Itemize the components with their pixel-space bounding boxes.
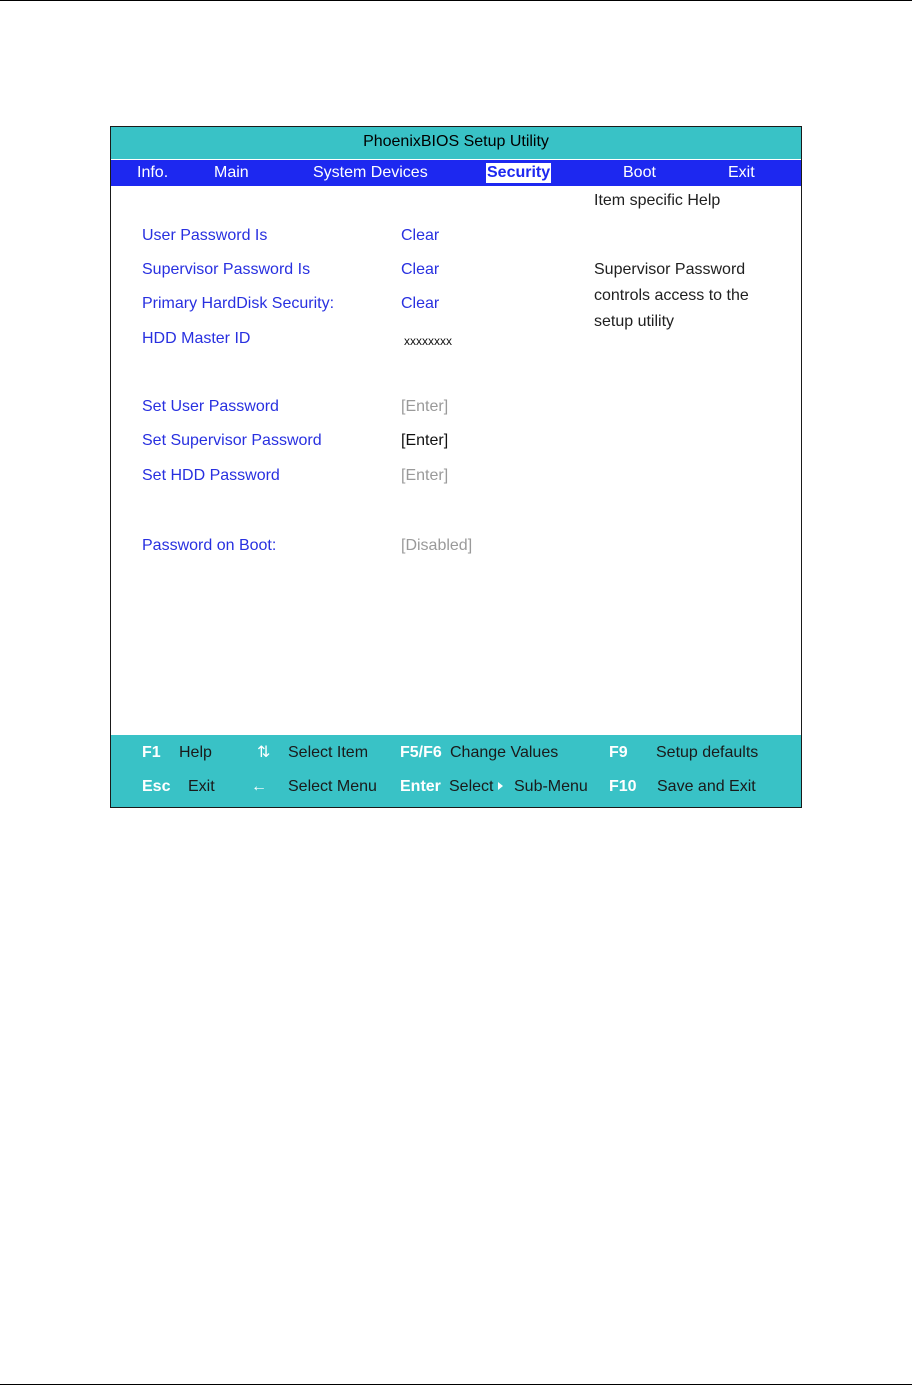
menu-item-exit[interactable]: Exit: [728, 164, 755, 181]
primary-harddisk-security-label[interactable]: Primary HardDisk Security:: [142, 295, 335, 312]
menu-item-info[interactable]: Info.: [137, 164, 169, 181]
primary-harddisk-security-value: Clear: [401, 295, 440, 312]
help-line-2: controls access to the: [594, 287, 749, 304]
left-arrow-icon: ←: [251, 778, 267, 795]
set-hdd-password-value[interactable]: [Enter]: [401, 467, 449, 484]
password-on-boot-label[interactable]: Password on Boot:: [142, 537, 277, 554]
help-heading: Item specific Help: [594, 192, 721, 209]
menu-bar: [111, 160, 801, 186]
sub-menu-text: Sub-Menu: [514, 778, 588, 795]
setup-defaults-text: Setup defaults: [656, 744, 759, 761]
esc-exit-text: Exit: [188, 778, 215, 795]
esc-key: Esc: [142, 778, 171, 795]
set-supervisor-password-value[interactable]: [Enter]: [401, 432, 449, 449]
f5-f6-key: F5/F6: [400, 744, 442, 761]
supervisor-password-status-value: Clear: [401, 261, 440, 278]
key-legend-footer: [111, 735, 801, 807]
page-bottom-rule: [0, 1384, 912, 1385]
save-and-exit-text: Save and Exit: [657, 778, 756, 795]
page-top-rule: [0, 0, 912, 1]
select-item-text: Select Item: [288, 744, 369, 761]
menu-item-main[interactable]: Main: [214, 164, 249, 181]
menu-item-security[interactable]: Security: [487, 164, 551, 181]
help-line-3: setup utility: [594, 313, 675, 330]
user-password-status-value: Clear: [401, 227, 440, 244]
f9-key: F9: [609, 744, 628, 761]
up-down-arrows-icon: ⇅: [257, 744, 271, 761]
f1-help-text: Help: [179, 744, 212, 761]
hdd-master-id-value: xxxxxxxx: [404, 334, 452, 348]
f1-key: F1: [142, 744, 161, 761]
select-text: Select: [449, 778, 494, 795]
enter-key: Enter: [400, 778, 441, 795]
set-user-password-label[interactable]: Set User Password: [142, 398, 279, 415]
bios-title: PhoenixBIOS Setup Utility: [111, 127, 801, 159]
set-user-password-value[interactable]: [Enter]: [401, 398, 449, 415]
hdd-master-id-label[interactable]: HDD Master ID: [142, 330, 251, 347]
f10-key: F10: [609, 778, 637, 795]
triangle-right-icon: [496, 778, 505, 796]
help-line-1: Supervisor Password: [594, 261, 746, 278]
menu-item-system-devices[interactable]: System Devices: [313, 164, 428, 181]
set-supervisor-password-label[interactable]: Set Supervisor Password: [142, 432, 322, 449]
bios-setup-window: [110, 126, 802, 808]
set-hdd-password-label[interactable]: Set HDD Password: [142, 467, 280, 484]
password-on-boot-value[interactable]: [Disabled]: [401, 537, 473, 554]
user-password-status-label[interactable]: User Password Is: [142, 227, 268, 244]
supervisor-password-status-label[interactable]: Supervisor Password Is: [142, 261, 311, 278]
change-values-text: Change Values: [450, 744, 559, 761]
menu-item-boot[interactable]: Boot: [623, 164, 656, 181]
select-menu-text: Select Menu: [288, 778, 377, 795]
